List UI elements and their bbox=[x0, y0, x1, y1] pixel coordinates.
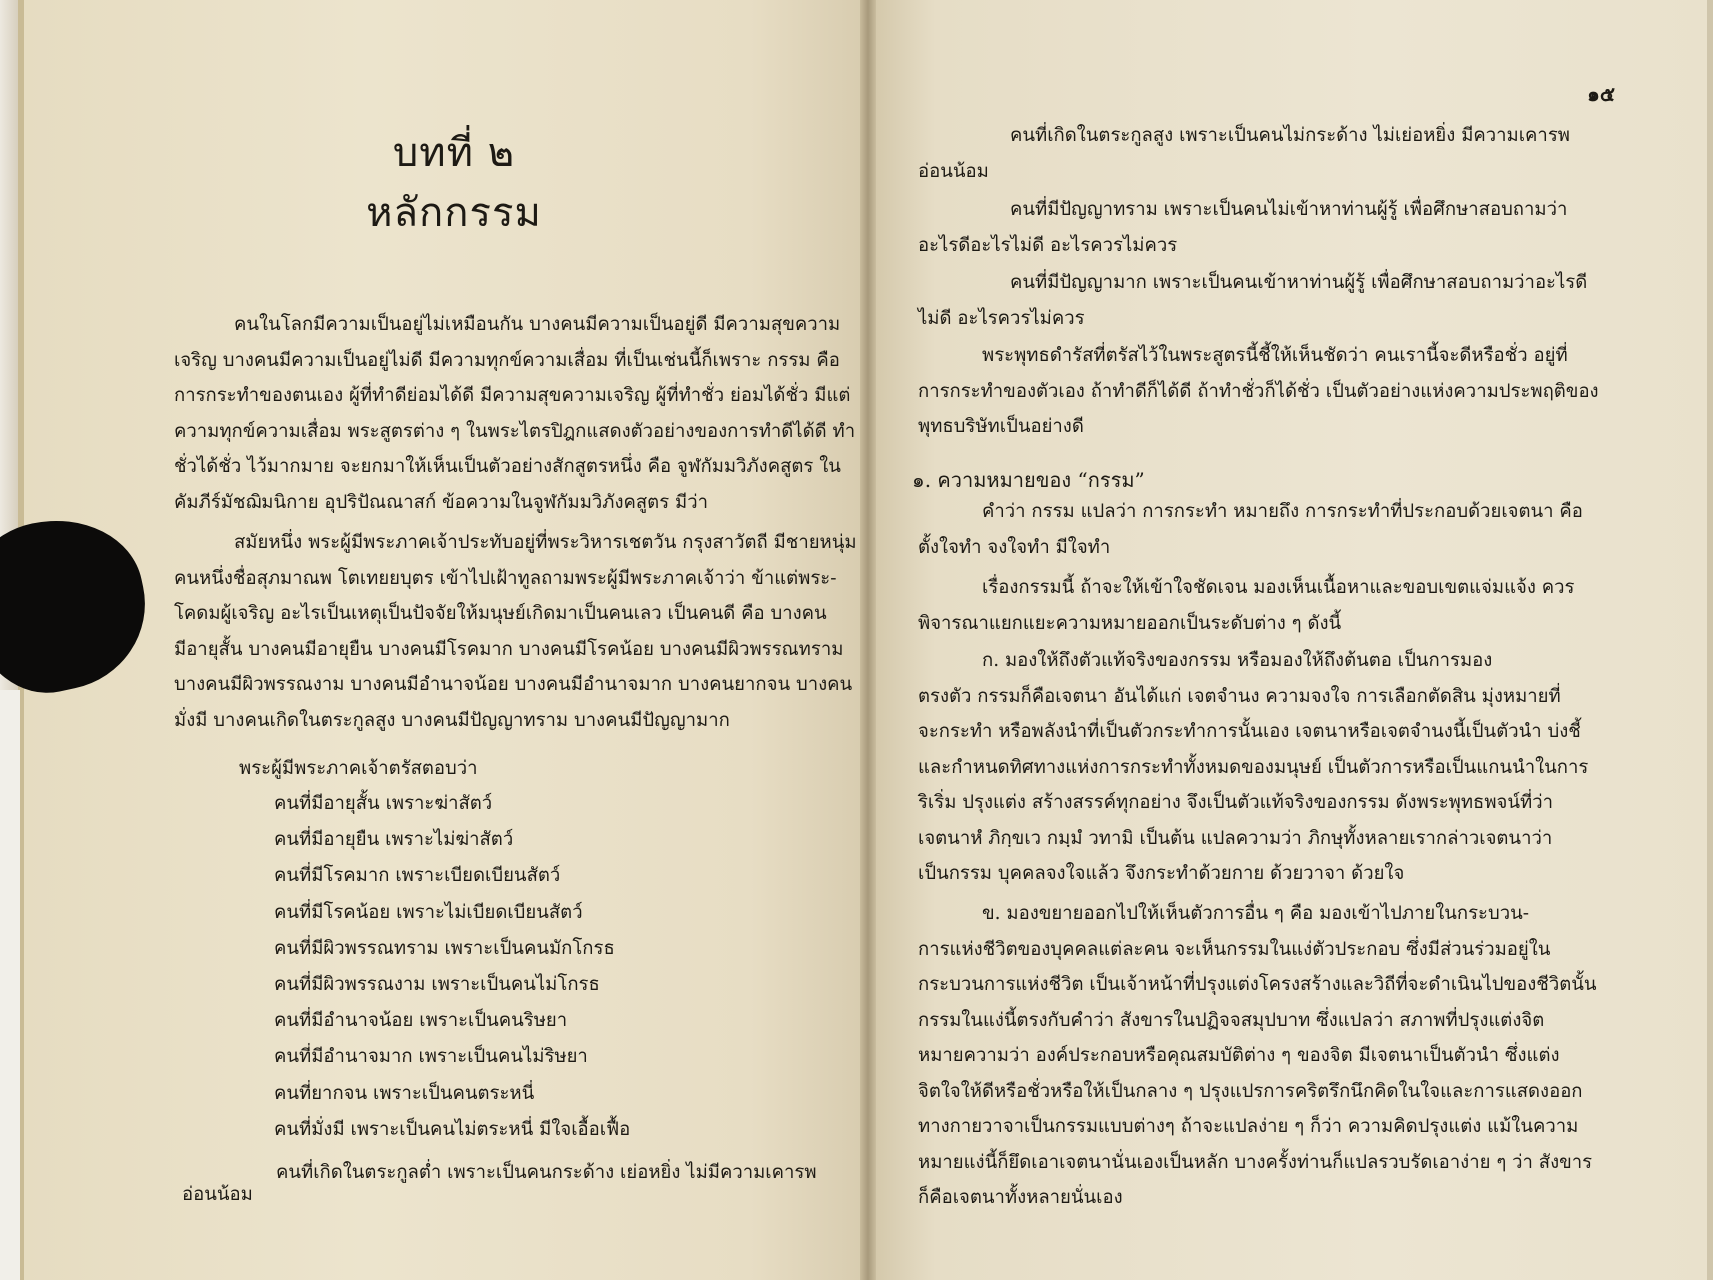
text-line: อะไรดีอะไรไม่ดี อะไรควรไม่ควร bbox=[918, 234, 1178, 256]
text-line: ข. มองขยายออกไปให้เห็นตัวการอื่น ๆ คือ มองเข้าไปภายในกระบวน- bbox=[982, 903, 1530, 924]
list-item: คนที่มีอายุสั้น เพราะฆ่าสัตว์ bbox=[274, 793, 493, 814]
text-line: คนในโลกมีความเป็นอยู่ไม่เหมือนกัน บางคนมีความเป็นอยู่ดี มีความสุขความ bbox=[234, 314, 841, 335]
text-line: หมายความว่า องค์ประกอบหรือคุณสมบัติต่าง ๆ ของจิต มีเจตนาเป็นตัวนำ ซึ่งแต่ง bbox=[918, 1045, 1560, 1066]
list-item: คนที่มีอำนาจน้อย เพราะเป็นคนริษยา bbox=[274, 1010, 568, 1032]
section-heading: ๑. ความหมายของ “กรรม” bbox=[912, 468, 1145, 492]
text-line: คนที่มีปัญญามาก เพราะเป็นคนเข้าหาท่านผู้รู้ เพื่อศึกษาสอบถามว่าอะไรดี bbox=[1010, 272, 1588, 293]
background-sliver bbox=[0, 690, 20, 1280]
text-line: ก. มองให้ถึงตัวแท้จริงของกรรม หรือมองให้ถึงต้นตอ เป็นการมอง bbox=[982, 650, 1493, 671]
text-line: ตรงตัว กรรมก็คือเจตนา อันได้แก่ เจตจำนง ความจงใจ การเลือกตัดสิน มุ่งหมายที่ bbox=[918, 685, 1561, 707]
list-item: คนที่มีผิวพรรณทราม เพราะเป็นคนมักโกรธ bbox=[274, 937, 615, 959]
text-line: พุทธบริษัทเป็นอย่างดี bbox=[918, 416, 1084, 437]
list-item-last: คนที่เกิดในตระกูลต่ำ เพราะเป็นคนกระด้าง เย่อหยิ่ง ไม่มีความเคารพ bbox=[276, 1162, 817, 1183]
text-line: อ่อนน้อม bbox=[918, 160, 989, 182]
text-line: บางคนมีผิวพรรณงาม บางคนมีอำนาจน้อย บางคนมีอำนาจมาก บางคนยากจน บางคน bbox=[174, 674, 853, 695]
answer-list bbox=[274, 786, 630, 1148]
text-line: ตั้งใจทำ จงใจทำ มีใจทำ bbox=[918, 536, 1111, 558]
text-line: คำว่า กรรม แปลว่า การกระทำ หมายถึง การกระทำที่ประกอบด้วยเจตนา คือ bbox=[982, 501, 1583, 522]
page-number: ๑๕ bbox=[1587, 82, 1615, 106]
text-line: เรื่องกรรมนี้ ถ้าจะให้เข้าใจชัดเจน มองเห็นเนื้อหาและขอบเขตแจ่มแจ้ง ควร bbox=[982, 577, 1575, 598]
paragraph bbox=[918, 643, 1608, 892]
list-item: คนที่มีอายุยืน เพราะไม่ฆ่าสัตว์ bbox=[274, 829, 514, 851]
right-page bbox=[868, 0, 1713, 1280]
chapter-title: หลักกรรม bbox=[366, 190, 542, 236]
text-line: มีอายุสั้น บางคนมีอายุยืน บางคนมีโรคมาก บางคนมีโรคน้อย บางคนมีผิวพรรณทราม bbox=[174, 638, 844, 660]
text-line: กระบวนการแห่งชีวิต เป็นเจ้าหน้าที่ปรุงแต่งโครงสร้างและวิถีที่จะดำเนินไปของชีวิตนั้น bbox=[918, 974, 1597, 995]
paragraph bbox=[918, 265, 1608, 336]
paragraph bbox=[918, 118, 1608, 189]
list-item: คนที่มีโรคมาก เพราะเบียดเบียนสัตว์ bbox=[274, 865, 561, 887]
text-line: เจตนาหํ ภิกฺขเว กมฺมํ วทามิ เป็นต้น แปลความว่า ภิกษุทั้งหลายเรากล่าวเจตนาว่า bbox=[918, 827, 1553, 849]
text-line: ริเริ่ม ปรุงแต่ง สร้างสรรค์ทุกอย่าง จึงเป็นตัวแท้จริงของกรรม ดังพระพุทธพจน์ที่ว่า bbox=[918, 792, 1553, 813]
text-line: กรรมในแง่นี้ตรงกับคำว่า สังขารในปฏิจจสมุปบาท ซึ่งแปลว่า สภาพที่ปรุงแต่งจิต bbox=[918, 1009, 1545, 1031]
text-line: และกำหนดทิศทางแห่งการกระทำทั้งหมดของมนุษย์ เป็นตัวการหรือเป็นแกนนำในการ bbox=[918, 756, 1589, 778]
text-line: ความทุกข์ความเสื่อม พระสูตรต่าง ๆ ในพระไตรปิฎกแสดงตัวอย่างของการทำดีได้ดี ทำ bbox=[174, 420, 856, 442]
text-line: หมายแง่นี้ก็ยึดเอาเจตนานั่นเองเป็นหลัก บางครั้งท่านก็แปลรวบรัดเอาง่าย ๆ ว่า สังขาร bbox=[918, 1151, 1593, 1173]
text-line: สมัยหนึ่ง พระผู้มีพระภาคเจ้าประทับอยู่ที่พระวิหารเชตวัน กรุงสาวัตถี มีชายหนุ่ม bbox=[234, 532, 857, 553]
text-line: พระพุทธดำรัสที่ตรัสไว้ในพระสูตรนี้ชี้ให้เห็นชัดว่า คนเรานี้จะดีหรือชั่ว อยู่ที่ bbox=[982, 345, 1568, 366]
text-line: จิตใจให้ดีหรือชั่วหรือให้เป็นกลาง ๆ ปรุงแปรการคริตรึกนึกคิดในใจและการแสดงออก bbox=[918, 1080, 1583, 1102]
list-item: คนที่มีผิวพรรณงาม เพราะเป็นคนไม่โกรธ bbox=[274, 974, 600, 996]
text-line: ก็คือเจตนาทั้งหลายนั่นเอง bbox=[918, 1187, 1123, 1208]
left-page bbox=[18, 0, 878, 1280]
list-item: คนที่มั่งมี เพราะเป็นคนไม่ตระหนี่ มีใจเอื้อเฟื้อ bbox=[274, 1118, 631, 1140]
text-line: คนที่เกิดในตระกูลสูง เพราะเป็นคนไม่กระด้าง ไม่เย่อหยิ่ง มีความเคารพ bbox=[1010, 125, 1570, 146]
text-line: คัมภีร์มัชฌิมนิกาย อุปริปัณณาสก์ ข้อความในจูฬกัมมวิภังคสูตร มีว่า bbox=[174, 491, 708, 513]
paragraph bbox=[918, 896, 1608, 1216]
book-gutter bbox=[860, 0, 876, 1280]
text-line: พิจารณาแยกแยะความหมายออกเป็นระดับต่าง ๆ ดังนี้ bbox=[918, 612, 1342, 634]
paragraph bbox=[918, 192, 1608, 263]
text-line: โคดมผู้เจริญ อะไรเป็นเหตุเป็นปัจจัยให้มนุษย์เกิดมาเป็นคนเลว เป็นคนดี คือ บางคน bbox=[174, 603, 827, 624]
list-item: คนที่มีอำนาจมาก เพราะเป็นคนไม่ริษยา bbox=[274, 1046, 588, 1068]
answer-lead: พระผู้มีพระภาคเจ้าตรัสตอบว่า bbox=[239, 758, 478, 779]
paragraph bbox=[918, 338, 1608, 445]
chapter-number: บทที่ ๒ bbox=[392, 130, 516, 176]
text-line: การแห่งชีวิตของบุคคลแต่ละคน จะเห็นกรรมในแง่ตัวประกอบ ซึ่งมีส่วนร่วมอยู่ใน bbox=[918, 938, 1551, 960]
text-line: จะกระทำ หรือพลังนำที่เป็นตัวกระทำการนั้นเอง เจตนาหรือเจตจำนงนี้เป็นตัวนำ บ่งชี้ bbox=[918, 721, 1581, 742]
text-line: เจริญ บางคนมีความเป็นอยู่ไม่ดี มีความทุกข์ความเสื่อม ที่เป็นเช่นนี้ก็เพราะ กรรม คือ bbox=[174, 349, 840, 371]
paragraph bbox=[918, 494, 1608, 565]
paragraph bbox=[918, 570, 1608, 641]
page-edge bbox=[1707, 0, 1713, 1280]
text-line: ทางกายวาจาเป็นกรรมแบบต่างๆ ถ้าจะแปลง่าย ๆ ก็ว่า ความคิดปรุงแต่ง แม้ในความ bbox=[918, 1116, 1579, 1137]
text-line: เป็นกรรม บุคคลจงใจแล้ว จึงกระทำด้วยกาย ด้วยวาจา ด้วยใจ bbox=[918, 863, 1405, 884]
intro-paragraph bbox=[174, 307, 874, 520]
text-line: คนหนึ่งชื่อสุภมาณพ โตเทยยบุตร เข้าไปเฝ้าทูลถามพระผู้มีพระภาคเจ้าว่า ข้าแต่พระ- bbox=[174, 567, 837, 589]
text-line: การกระทำของตนเอง ผู้ที่ทำดีย่อมได้ดี มีความสุขความเจริญ ผู้ที่ทำชั่ว ย่อมได้ชั่ว มีแต่ bbox=[174, 385, 851, 406]
story-paragraph bbox=[174, 525, 874, 738]
list-item: คนที่มีโรคน้อย เพราะไม่เบียดเบียนสัตว์ bbox=[274, 901, 583, 923]
list-item-last-continuation: อ่อนน้อม bbox=[182, 1184, 253, 1205]
text-line: คนที่มีปัญญาทราม เพราะเป็นคนไม่เข้าหาท่านผู้รู้ เพื่อศึกษาสอบถามว่า bbox=[1010, 199, 1568, 220]
text-line: ไม่ดี อะไรควรไม่ควร bbox=[918, 307, 1085, 329]
text-line: ชั่วได้ชั่ว ไว้มากมาย จะยกมาให้เห็นเป็นตัวอย่างสักสูตรหนึ่ง คือ จูฬกัมมวิภังคสูตร ใน bbox=[174, 456, 841, 477]
list-item: คนที่ยากจน เพราะเป็นคนตระหนี่ bbox=[274, 1082, 535, 1104]
text-line: การกระทำของตัวเอง ถ้าทำดีก็ได้ดี ถ้าทำชั่วก็ได้ชั่ว เป็นตัวอย่างแห่งความประพฤติของ bbox=[918, 380, 1599, 402]
text-line: มั่งมี บางคนเกิดในตระกูลสูง บางคนมีปัญญาทราม บางคนมีปัญญามาก bbox=[174, 709, 730, 731]
